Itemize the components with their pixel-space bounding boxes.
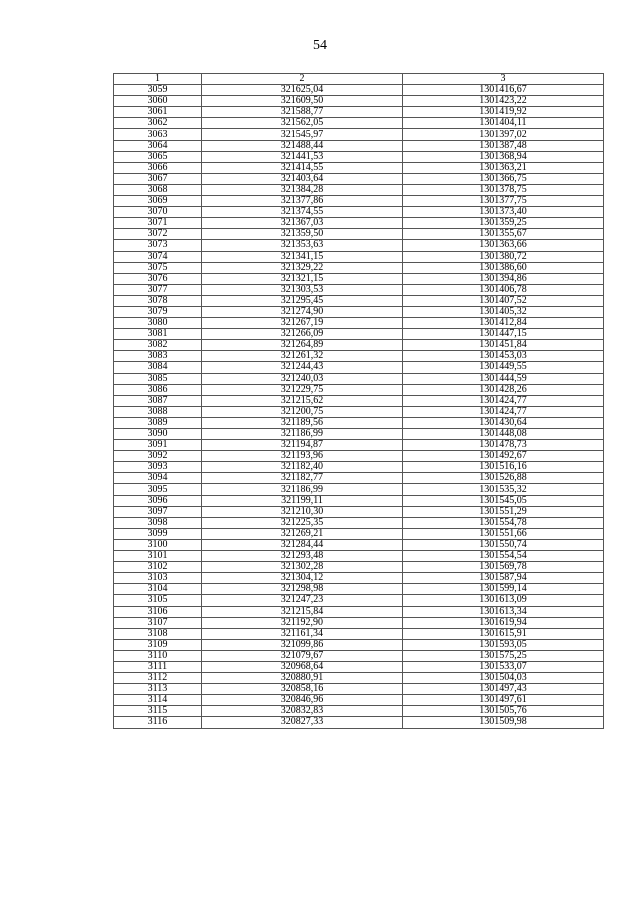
y-coordinate-cell: 1301448,08 [403, 429, 604, 440]
y-coordinate-cell: 1301355,67 [403, 229, 604, 240]
x-coordinate-cell: 321303,53 [202, 284, 403, 295]
x-coordinate-cell: 321225,35 [202, 517, 403, 528]
y-coordinate-cell: 1301615,91 [403, 628, 604, 639]
y-coordinate-cell: 1301377,75 [403, 196, 604, 207]
table-row [114, 151, 604, 162]
table-row [114, 406, 604, 417]
table-row [114, 318, 604, 329]
y-coordinate-cell: 1301386,60 [403, 262, 604, 273]
table-row [114, 661, 604, 672]
y-coordinate-cell: 1301593,05 [403, 639, 604, 650]
point-number-cell: 3099 [114, 528, 202, 539]
point-number-cell: 3067 [114, 173, 202, 184]
x-coordinate-cell: 321247,23 [202, 595, 403, 606]
y-coordinate-cell: 1301387,48 [403, 140, 604, 151]
x-coordinate-cell: 320827,33 [202, 717, 403, 728]
table-row [114, 495, 604, 506]
x-coordinate-cell: 321199,11 [202, 495, 403, 506]
table-row [114, 251, 604, 262]
table-row [114, 107, 604, 118]
table-row [114, 717, 604, 728]
y-coordinate-cell: 1301569,78 [403, 562, 604, 573]
point-number-cell: 3060 [114, 96, 202, 107]
y-coordinate-cell: 1301533,07 [403, 661, 604, 672]
point-number-cell: 3062 [114, 118, 202, 129]
x-coordinate-cell: 321240,03 [202, 373, 403, 384]
y-coordinate-cell: 1301451,84 [403, 340, 604, 351]
x-coordinate-cell: 321298,98 [202, 584, 403, 595]
point-number-cell: 3059 [114, 85, 202, 96]
y-coordinate-cell: 1301453,03 [403, 351, 604, 362]
x-coordinate-cell: 321329,22 [202, 262, 403, 273]
x-coordinate-cell: 321562,05 [202, 118, 403, 129]
y-coordinate-cell: 1301509,98 [403, 717, 604, 728]
x-coordinate-cell: 320832,83 [202, 706, 403, 717]
y-coordinate-cell: 1301363,66 [403, 240, 604, 251]
x-coordinate-cell: 321261,32 [202, 351, 403, 362]
point-number-cell: 3085 [114, 373, 202, 384]
table-row [114, 528, 604, 539]
point-number-cell: 3105 [114, 595, 202, 606]
y-coordinate-cell: 1301551,29 [403, 506, 604, 517]
x-coordinate-cell: 321189,56 [202, 417, 403, 428]
point-number-cell: 3110 [114, 650, 202, 661]
x-coordinate-cell: 321215,62 [202, 395, 403, 406]
point-number-cell: 3091 [114, 440, 202, 451]
table-row [114, 218, 604, 229]
table-row [114, 573, 604, 584]
table-row [114, 229, 604, 240]
x-coordinate-cell: 321193,96 [202, 451, 403, 462]
x-coordinate-cell: 321244,43 [202, 362, 403, 373]
point-number-cell: 3113 [114, 684, 202, 695]
y-coordinate-cell: 1301619,94 [403, 617, 604, 628]
page-number: 54 [313, 38, 327, 53]
table-row [114, 207, 604, 218]
y-coordinate-cell: 1301526,88 [403, 473, 604, 484]
y-coordinate-cell: 1301554,78 [403, 517, 604, 528]
x-coordinate-cell: 320858,16 [202, 684, 403, 695]
table-row [114, 118, 604, 129]
point-number-cell: 3102 [114, 562, 202, 573]
y-coordinate-cell: 1301363,21 [403, 162, 604, 173]
point-number-cell: 3094 [114, 473, 202, 484]
point-number-cell: 3072 [114, 229, 202, 240]
table-row [114, 262, 604, 273]
x-coordinate-cell: 321079,67 [202, 650, 403, 661]
point-number-cell: 3082 [114, 340, 202, 351]
x-coordinate-cell: 321403,64 [202, 173, 403, 184]
x-coordinate-cell: 321274,90 [202, 306, 403, 317]
x-coordinate-cell: 321353,63 [202, 240, 403, 251]
y-coordinate-cell: 1301380,72 [403, 251, 604, 262]
table-row [114, 196, 604, 207]
table-row [114, 96, 604, 107]
y-coordinate-cell: 1301419,92 [403, 107, 604, 118]
point-number-cell: 3086 [114, 384, 202, 395]
point-number-cell: 3100 [114, 539, 202, 550]
x-coordinate-cell: 321194,87 [202, 440, 403, 451]
table-row [114, 240, 604, 251]
point-number-cell: 3080 [114, 318, 202, 329]
point-number-cell: 3109 [114, 639, 202, 650]
point-number-cell: 3108 [114, 628, 202, 639]
point-number-cell: 3081 [114, 329, 202, 340]
table-row [114, 673, 604, 684]
x-coordinate-cell: 321302,28 [202, 562, 403, 573]
point-number-cell: 3083 [114, 351, 202, 362]
point-number-cell: 3071 [114, 218, 202, 229]
table-row [114, 595, 604, 606]
x-coordinate-cell: 321229,75 [202, 384, 403, 395]
point-number-cell: 3063 [114, 129, 202, 140]
y-coordinate-cell: 1301449,55 [403, 362, 604, 373]
point-number-cell: 3078 [114, 295, 202, 306]
y-coordinate-cell: 1301497,43 [403, 684, 604, 695]
x-coordinate-cell: 320846,96 [202, 695, 403, 706]
x-coordinate-cell: 321414,55 [202, 162, 403, 173]
x-coordinate-cell: 321267,19 [202, 318, 403, 329]
x-coordinate-cell: 321293,48 [202, 551, 403, 562]
table-row [114, 606, 604, 617]
y-coordinate-cell: 1301366,75 [403, 173, 604, 184]
x-coordinate-cell: 321161,34 [202, 628, 403, 639]
x-coordinate-cell: 321182,77 [202, 473, 403, 484]
table-body [114, 85, 604, 728]
y-coordinate-cell: 1301424,77 [403, 395, 604, 406]
y-coordinate-cell: 1301535,32 [403, 484, 604, 495]
y-coordinate-cell: 1301416,67 [403, 85, 604, 96]
point-number-cell: 3074 [114, 251, 202, 262]
point-number-cell: 3104 [114, 584, 202, 595]
y-coordinate-cell: 1301575,25 [403, 650, 604, 661]
table-row [114, 562, 604, 573]
x-coordinate-cell: 321200,75 [202, 406, 403, 417]
table-row [114, 473, 604, 484]
y-coordinate-cell: 1301599,14 [403, 584, 604, 595]
table-row [114, 340, 604, 351]
y-coordinate-cell: 1301407,52 [403, 295, 604, 306]
y-coordinate-cell: 1301587,94 [403, 573, 604, 584]
x-coordinate-cell: 320880,91 [202, 673, 403, 684]
x-coordinate-cell: 321099,86 [202, 639, 403, 650]
table-row [114, 384, 604, 395]
table-row [114, 362, 604, 373]
table-row [114, 417, 604, 428]
point-number-cell: 3098 [114, 517, 202, 528]
y-coordinate-cell: 1301492,67 [403, 451, 604, 462]
y-coordinate-cell: 1301404,11 [403, 118, 604, 129]
x-coordinate-cell: 321374,55 [202, 207, 403, 218]
point-number-cell: 3073 [114, 240, 202, 251]
table-row [114, 462, 604, 473]
coordinates-table [113, 73, 604, 729]
table-row [114, 506, 604, 517]
x-coordinate-cell: 321625,04 [202, 85, 403, 96]
y-coordinate-cell: 1301373,40 [403, 207, 604, 218]
table-row [114, 295, 604, 306]
x-coordinate-cell: 321269,21 [202, 528, 403, 539]
point-number-cell: 3075 [114, 262, 202, 273]
table-row [114, 140, 604, 151]
x-coordinate-cell: 321488,44 [202, 140, 403, 151]
point-number-cell: 3097 [114, 506, 202, 517]
table-header-row [114, 74, 604, 85]
y-coordinate-cell: 1301405,32 [403, 306, 604, 317]
point-number-cell: 3088 [114, 406, 202, 417]
x-coordinate-cell: 321367,03 [202, 218, 403, 229]
point-number-cell: 3079 [114, 306, 202, 317]
y-coordinate-cell: 1301545,05 [403, 495, 604, 506]
x-coordinate-cell: 321341,15 [202, 251, 403, 262]
y-coordinate-cell: 1301430,64 [403, 417, 604, 428]
y-coordinate-cell: 1301447,15 [403, 329, 604, 340]
y-coordinate-cell: 1301550,74 [403, 539, 604, 550]
x-coordinate-cell: 321215,84 [202, 606, 403, 617]
x-coordinate-cell: 321609,50 [202, 96, 403, 107]
point-number-cell: 3087 [114, 395, 202, 406]
point-number-cell: 3112 [114, 673, 202, 684]
y-coordinate-cell: 1301397,02 [403, 129, 604, 140]
x-coordinate-cell: 321210,30 [202, 506, 403, 517]
x-coordinate-cell: 321295,45 [202, 295, 403, 306]
x-coordinate-cell: 321186,99 [202, 429, 403, 440]
point-number-cell: 3089 [114, 417, 202, 428]
point-number-cell: 3070 [114, 207, 202, 218]
x-coordinate-cell: 321182,40 [202, 462, 403, 473]
x-coordinate-cell: 321304,12 [202, 573, 403, 584]
table-row [114, 684, 604, 695]
x-coordinate-cell: 321545,97 [202, 129, 403, 140]
x-coordinate-cell: 320968,64 [202, 661, 403, 672]
y-coordinate-cell: 1301378,75 [403, 184, 604, 195]
point-number-cell: 3064 [114, 140, 202, 151]
table-row [114, 451, 604, 462]
y-coordinate-cell: 1301394,86 [403, 273, 604, 284]
table-row [114, 184, 604, 195]
y-coordinate-cell: 1301516,16 [403, 462, 604, 473]
table-row [114, 351, 604, 362]
y-coordinate-cell: 1301412,84 [403, 318, 604, 329]
y-coordinate-cell: 1301551,66 [403, 528, 604, 539]
point-number-cell: 3106 [114, 606, 202, 617]
x-coordinate-cell: 321284,44 [202, 539, 403, 550]
point-number-cell: 3116 [114, 717, 202, 728]
y-coordinate-cell: 1301613,34 [403, 606, 604, 617]
table-row [114, 639, 604, 650]
point-number-cell: 3111 [114, 661, 202, 672]
x-coordinate-cell: 321359,50 [202, 229, 403, 240]
y-coordinate-cell: 1301428,26 [403, 384, 604, 395]
point-number-cell: 3107 [114, 617, 202, 628]
x-coordinate-cell: 321321,15 [202, 273, 403, 284]
table-row [114, 273, 604, 284]
table-row [114, 173, 604, 184]
table-row [114, 584, 604, 595]
table-row [114, 617, 604, 628]
point-number-cell: 3115 [114, 706, 202, 717]
point-number-cell: 3084 [114, 362, 202, 373]
table-row [114, 517, 604, 528]
x-coordinate-cell: 321264,89 [202, 340, 403, 351]
table-row [114, 706, 604, 717]
table-row [114, 329, 604, 340]
y-coordinate-cell: 1301368,94 [403, 151, 604, 162]
point-number-cell: 3090 [114, 429, 202, 440]
table-row [114, 129, 604, 140]
table-row [114, 551, 604, 562]
y-coordinate-cell: 1301504,03 [403, 673, 604, 684]
point-number-cell: 3065 [114, 151, 202, 162]
y-coordinate-cell: 1301423,22 [403, 96, 604, 107]
table-row [114, 440, 604, 451]
table-row [114, 484, 604, 495]
point-number-cell: 3093 [114, 462, 202, 473]
x-coordinate-cell: 321266,09 [202, 329, 403, 340]
point-number-cell: 3061 [114, 107, 202, 118]
point-number-cell: 3076 [114, 273, 202, 284]
point-number-cell: 3114 [114, 695, 202, 706]
table-row [114, 628, 604, 639]
y-coordinate-cell: 1301505,76 [403, 706, 604, 717]
x-coordinate-cell: 321186,99 [202, 484, 403, 495]
table-row [114, 162, 604, 173]
point-number-cell: 3069 [114, 196, 202, 207]
table-row [114, 650, 604, 661]
table-row [114, 395, 604, 406]
table-row [114, 85, 604, 96]
y-coordinate-cell: 1301497,61 [403, 695, 604, 706]
x-coordinate-cell: 321441,53 [202, 151, 403, 162]
y-coordinate-cell: 1301613,09 [403, 595, 604, 606]
point-number-cell: 3068 [114, 184, 202, 195]
point-number-cell: 3095 [114, 484, 202, 495]
table-row [114, 695, 604, 706]
y-coordinate-cell: 1301406,78 [403, 284, 604, 295]
y-coordinate-cell: 1301478,73 [403, 440, 604, 451]
table-row [114, 539, 604, 550]
point-number-cell: 3103 [114, 573, 202, 584]
point-number-cell: 3066 [114, 162, 202, 173]
y-coordinate-cell: 1301554,54 [403, 551, 604, 562]
x-coordinate-cell: 321192,90 [202, 617, 403, 628]
table-row [114, 284, 604, 295]
column-header-2: 2 [202, 74, 403, 85]
table-row [114, 429, 604, 440]
column-header-3: 3 [403, 74, 604, 85]
point-number-cell: 3101 [114, 551, 202, 562]
point-number-cell: 3092 [114, 451, 202, 462]
point-number-cell: 3077 [114, 284, 202, 295]
table-row [114, 373, 604, 384]
y-coordinate-cell: 1301424,77 [403, 406, 604, 417]
x-coordinate-cell: 321384,28 [202, 184, 403, 195]
column-header-1: 1 [114, 74, 202, 85]
x-coordinate-cell: 321588,77 [202, 107, 403, 118]
x-coordinate-cell: 321377,86 [202, 196, 403, 207]
y-coordinate-cell: 1301444,59 [403, 373, 604, 384]
y-coordinate-cell: 1301359,25 [403, 218, 604, 229]
point-number-cell: 3096 [114, 495, 202, 506]
table-row [114, 306, 604, 317]
